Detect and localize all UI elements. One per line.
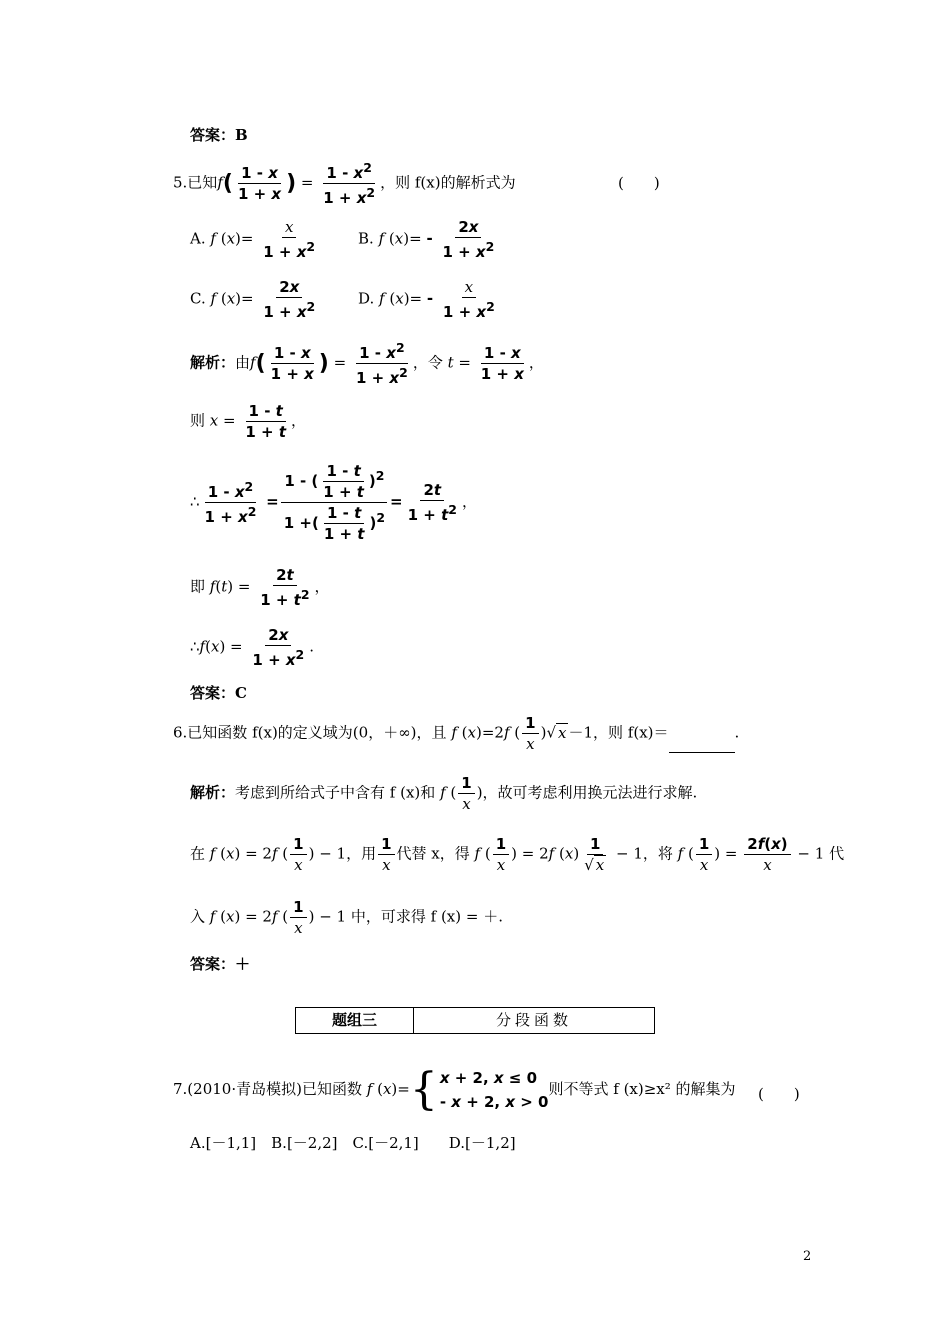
question-6-stem: 6.已知函数 f(x)的定义域为(0，＋∞)，且 f (x)=2f ( $\frac{1}{x}$ )√ x －1，则 f(x)＝ . xyxy=(173,714,740,753)
page-number: 2 xyxy=(803,1249,812,1264)
sol5-line2: 则 x = $\frac{1 - t}{1 + t}$ ， xyxy=(190,402,307,441)
question-5-stem: 5.已知f( $\frac{1 - x}{1 + x}$ ) = $\frac{1 - x^2}{1 + x^2}$ ，则 f(x)的解析式为 xyxy=(173,160,516,207)
sol6-line3: 入 f (x) = 2f ( $\frac{1}{x}$ ) − 1 中，可求得 f (x) = ＋. xyxy=(190,898,503,937)
q5-suffix: ，则 f(x)的解析式为 xyxy=(380,173,516,192)
q5-option-a: A. f (x)= $\frac{x}{1 + x^2}$ xyxy=(190,218,316,261)
q5-answer-paren: ( ) xyxy=(618,174,660,192)
q7-options: A.[－1,1] B.[－2,2] C.[－2,1] D.[－1,2] xyxy=(190,1134,516,1152)
sol6-line2: 在 f (x) = 2f ( $\frac{1}{x}$ ) − 1，用 $\frac{1}{x}$ 代替 x，得 f ( $\frac{1}{x}$ ) = 2f (x) $\frac{1}{√ x}$ − 1，将 f ( $\frac{1}{x}$ ) = $\frac{2f(x)}{x}$ − 1 代 xyxy=(190,835,845,874)
table-topic-cell: 分段函数 xyxy=(495,1011,572,1029)
sol5-line3: ∴ $\frac{1 - x^2}{1 + x^2}$ = 1 - ( $\frac{1 - t}{1 + t}$ )$^2$ 1 +( $\frac{1 - t}{1 + t}$ )$^2$ = $\frac{2t}{1 + t^2}$ ， xyxy=(190,462,477,543)
table-group-cell: 题组三 xyxy=(296,1008,414,1033)
sol5-line4: 即 f(t) = $\frac{2t}{1 + t^2}$ ， xyxy=(190,566,330,609)
question-7-stem: 7.(2010·青岛模拟)已知函数 f (x)= { x + 2, x ≤ 0 - x + 2, x > 0 则不等式 f (x)≥x² 的解集为 xyxy=(173,1064,736,1115)
q5-option-c: C. f (x)= $\frac{2x}{1 + x^2}$ xyxy=(190,278,316,321)
q5-option-b: B. f (x)= - $\frac{2x}{1 + x^2}$ xyxy=(358,218,495,261)
section-table xyxy=(295,1007,655,1034)
answer-b: 答案：B xyxy=(190,126,248,144)
sol5-line1: 解析：由f( $\frac{1 - x}{1 + x}$ ) = $\frac{1 - x^2}{1 + x^2}$ ，令 t = $\frac{1 - x}{1 + x}$ ， xyxy=(190,340,544,387)
sol5-line5: ∴f(x) = $\frac{2x}{1 + x^2}$ . xyxy=(190,626,315,669)
q5-prefix: 5.已知 xyxy=(173,173,218,192)
answer-c: 答案：C xyxy=(190,684,247,702)
answer-6: 答案：＋ xyxy=(190,955,251,973)
sol6-line1: 解析：考虑到所给式子中含有 f (x)和 f ( $\frac{1}{x}$ )，故可考虑利用换元法进行求解. xyxy=(190,774,698,813)
q5-option-d: D. f (x)= - $\frac{x}{1 + x^2}$ xyxy=(358,278,495,321)
q7-answer-paren: ( ) xyxy=(758,1085,800,1103)
